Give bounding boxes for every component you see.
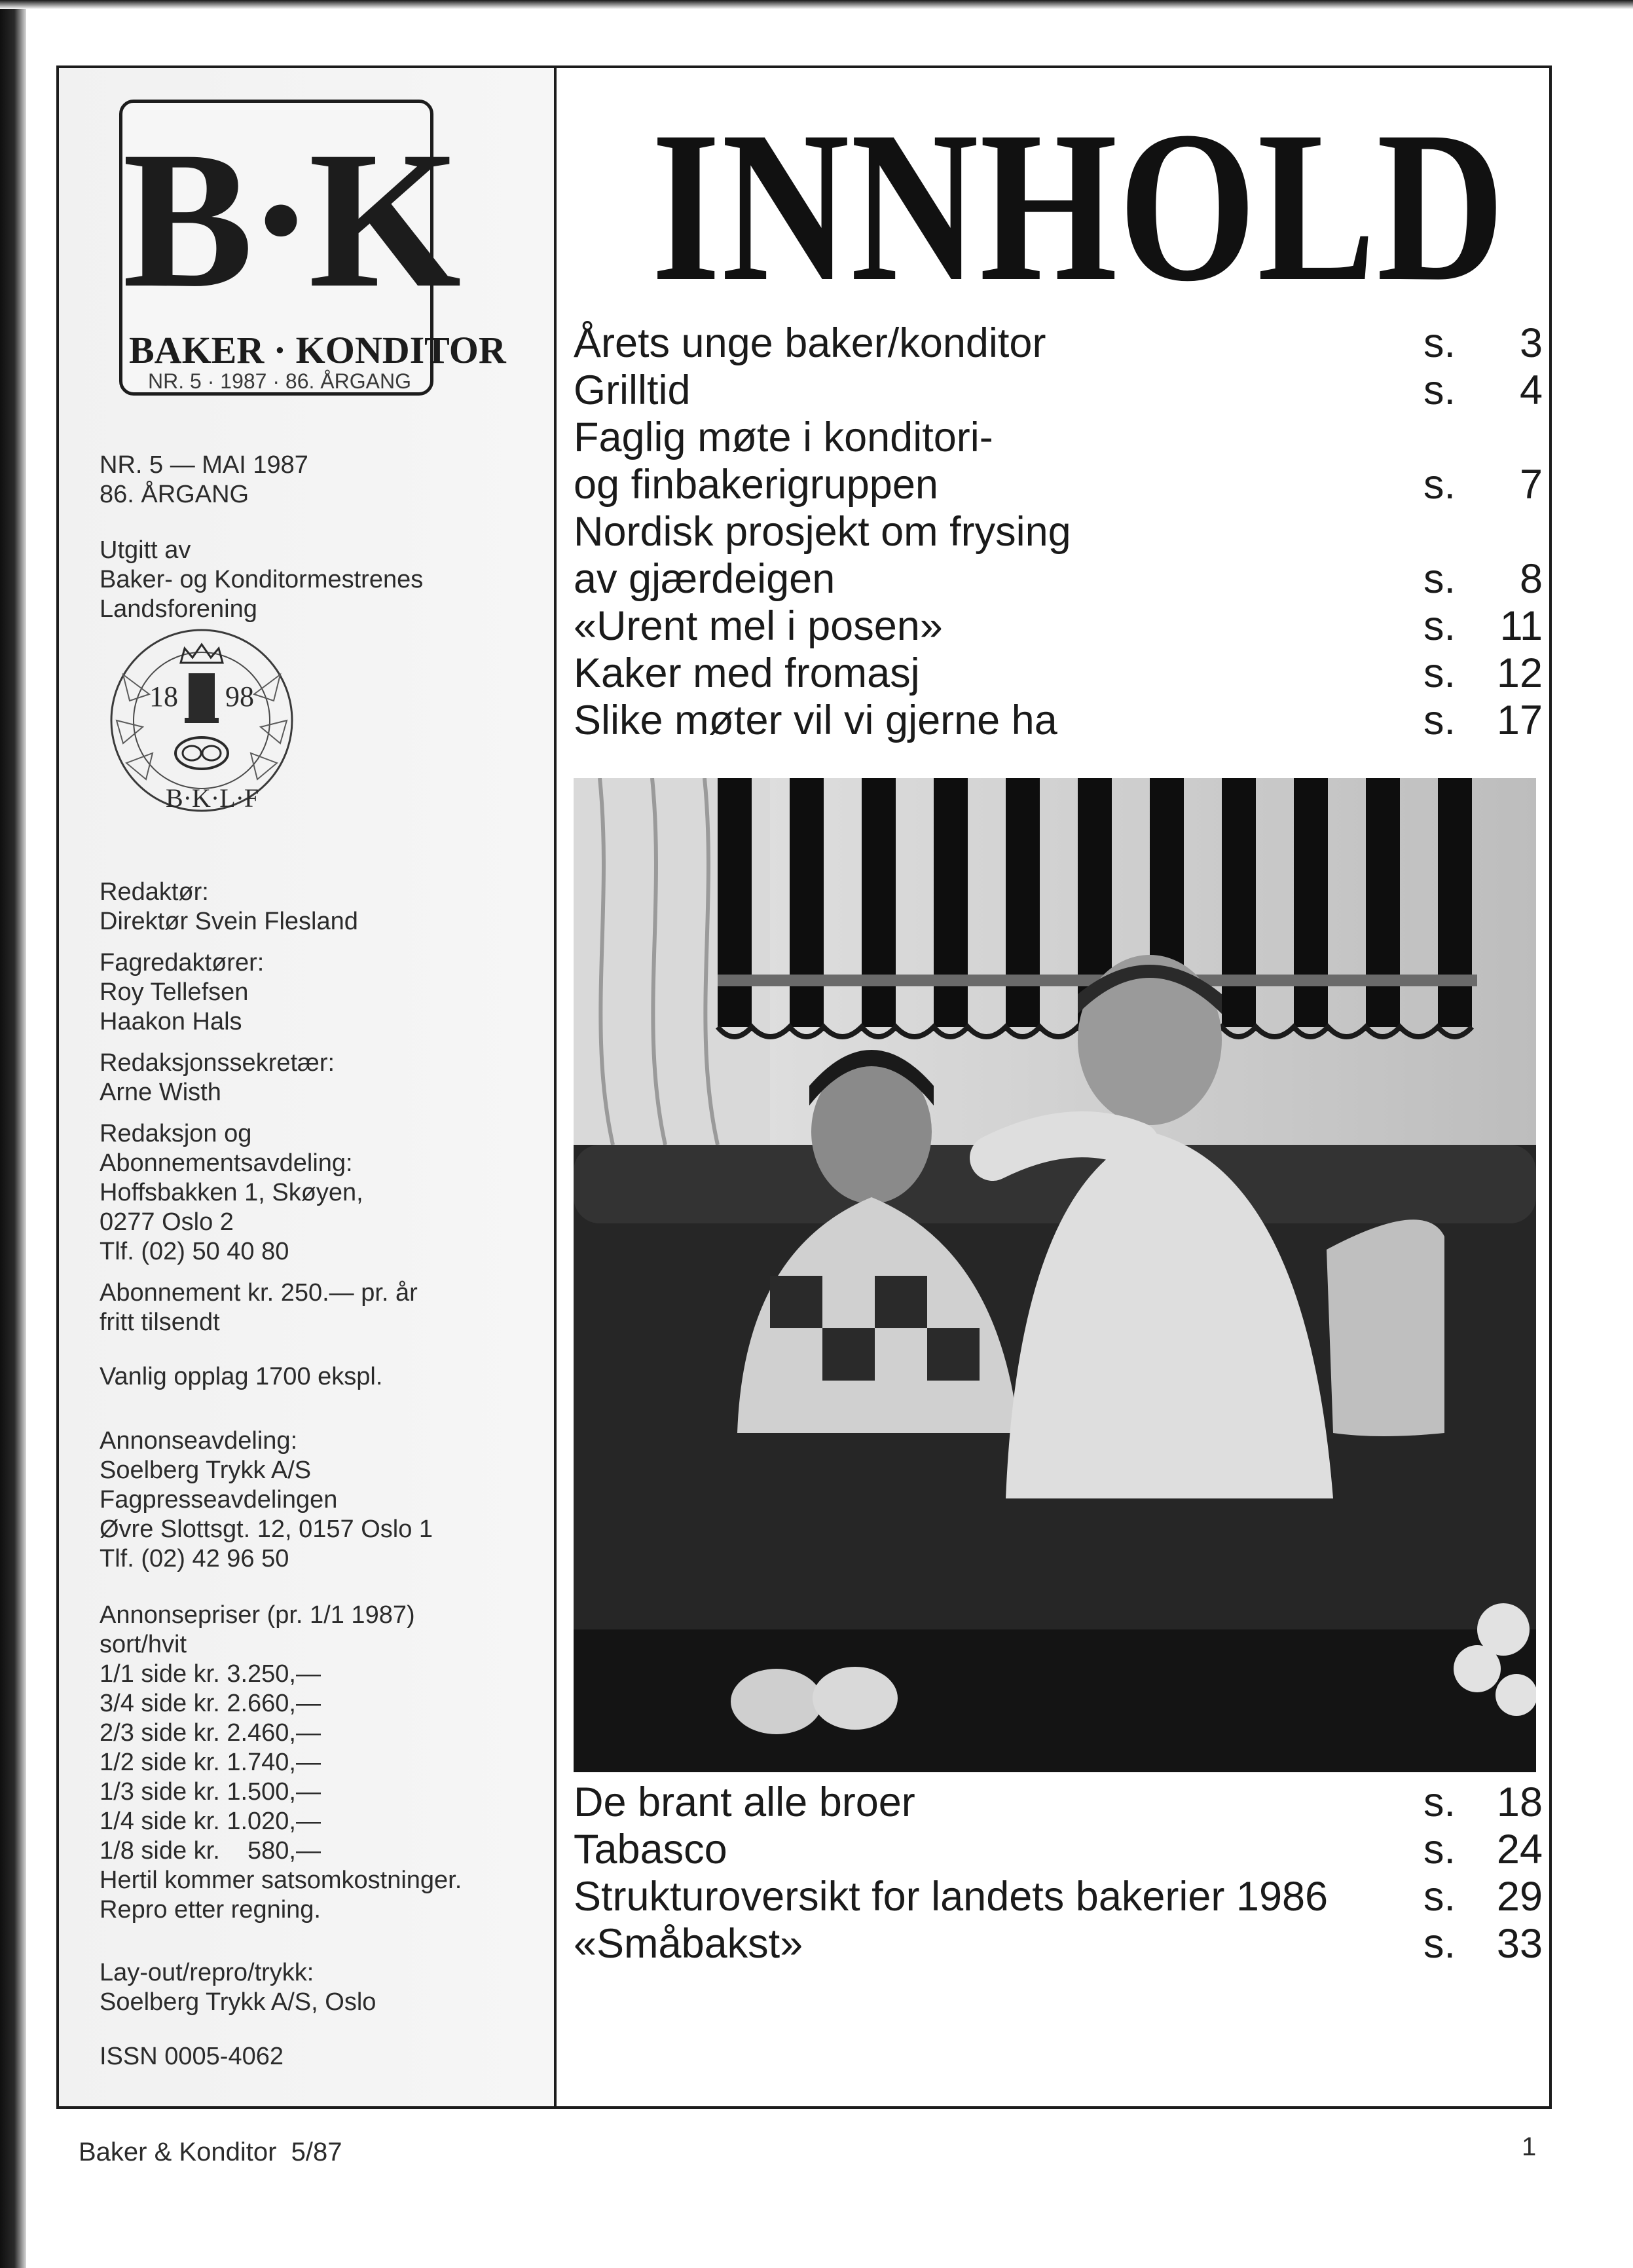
ad-department [100, 1426, 545, 1574]
price-line: Repro etter regning. [100, 1896, 321, 1924]
toc-title: Grilltid [574, 367, 691, 413]
toc-title: Faglig møte i konditori- [574, 415, 993, 460]
toc-page-prefix: s. [1423, 697, 1456, 743]
publisher-line: Utgitt av [100, 536, 191, 564]
toc-page-prefix: s. [1423, 1827, 1456, 1872]
publisher-line: Landsforening [100, 595, 257, 623]
column-divider [554, 65, 557, 2109]
toc-title: «Urent mel i posen» [574, 603, 943, 649]
toc-entry[interactable] [574, 555, 1543, 603]
staff-name: Tlf. (02) 50 40 80 [100, 1238, 289, 1265]
emblem-year-left: 18 [149, 680, 178, 713]
emblem-abbreviation: B·K·L·F [166, 783, 259, 813]
circulation-line: Vanlig opplag 1700 ekspl. [100, 1363, 383, 1390]
toc-page-number: 12 [1496, 650, 1543, 696]
toc-entry[interactable] [574, 367, 1543, 414]
toc-page-number: 18 [1496, 1779, 1543, 1825]
toc-page-number: 33 [1496, 1921, 1543, 1967]
price-line: 3/4 side kr. 2.660,— [100, 1690, 321, 1717]
toc-entry[interactable] [574, 650, 1543, 697]
toc-entry[interactable] [574, 1779, 1543, 1826]
production-line: Soelberg Trykk A/S, Oslo [100, 1988, 376, 2016]
magazine-logo [119, 100, 506, 396]
cover-photo [574, 778, 1536, 1772]
staff-name: Arne Wisth [100, 1079, 221, 1106]
circulation [100, 1362, 545, 1392]
toc-page-number: 29 [1496, 1874, 1543, 1920]
toc-page-prefix: s. [1423, 462, 1456, 508]
staff-name: 0277 Oslo 2 [100, 1208, 234, 1236]
issn-line: ISSN 0005-4062 [100, 2043, 284, 2070]
editorial-staff [100, 878, 545, 1337]
toc-page-prefix: s. [1423, 1874, 1456, 1920]
toc-entry[interactable] [574, 603, 1543, 650]
table-of-contents-bottom [574, 1779, 1543, 1967]
staff-name: Abonnementsavdeling: [100, 1149, 353, 1177]
toc-page-prefix: s. [1423, 1921, 1456, 1967]
price-line: 1/1 side kr. 3.250,— [100, 1660, 321, 1688]
price-line: sort/hvit [100, 1631, 187, 1658]
toc-page-prefix: s. [1423, 556, 1456, 602]
toc-page-number: 17 [1496, 697, 1543, 743]
price-line: Annonsepriser (pr. 1/1 1987) [100, 1601, 415, 1629]
toc-entry[interactable] [574, 1873, 1543, 1920]
toc-page-number: 11 [1499, 603, 1543, 649]
page-title: INNHOLD [651, 87, 1506, 326]
table-of-contents-top [574, 320, 1543, 744]
toc-title: Kaker med fromasj [574, 650, 920, 696]
staff-label: Fagredaktører: [100, 949, 265, 976]
toc-title: av gjærdeigen [574, 556, 835, 602]
toc-entry[interactable] [574, 1826, 1543, 1873]
staff-name: Hoffsbakken 1, Skøyen, [100, 1179, 363, 1206]
logo-name: BAKER · KONDITOR [129, 329, 506, 371]
subscription-line: Abonnement kr. 250.— pr. år [100, 1279, 418, 1307]
staff-label: Redaksjon og [100, 1120, 252, 1147]
subscription-line: fritt tilsendt [100, 1309, 220, 1336]
toc-title: Årets unge baker/konditor [574, 320, 1046, 366]
price-line: 1/2 side kr. 1.740,— [100, 1749, 321, 1776]
toc-page-prefix: s. [1423, 1779, 1456, 1825]
production-line: Lay-out/repro/trykk: [100, 1959, 314, 1986]
price-line: 1/3 side kr. 1.500,— [100, 1778, 321, 1806]
toc-page-prefix: s. [1423, 603, 1456, 649]
ad-line: Fagpresseavdelingen [100, 1486, 338, 1514]
price-line: 2/3 side kr. 2.460,— [100, 1719, 321, 1747]
toc-title: De brant alle broer [574, 1779, 915, 1825]
issn [100, 2042, 545, 2072]
publisher-line: Baker- og Konditormestrenes [100, 566, 424, 593]
staff-name: Haakon Hals [100, 1008, 242, 1035]
issue-line: NR. 5 — MAI 1987 [100, 451, 308, 479]
toc-title: Nordisk prosjekt om frysing [574, 509, 1071, 555]
toc-page-number: 24 [1496, 1827, 1543, 1872]
logo-issue: NR. 5 · 1987 · 86. ÅRGANG [148, 369, 411, 393]
staff-name: Roy Tellefsen [100, 978, 249, 1006]
toc-entry[interactable] [574, 461, 1543, 508]
production-info [100, 1958, 545, 2017]
toc-page-number: 7 [1519, 462, 1543, 508]
issue-line: 86. ÅRGANG [100, 481, 249, 508]
publication-footer: Baker & Konditor 5/87 [79, 2138, 342, 2166]
ad-prices [100, 1601, 545, 1925]
toc-entry[interactable] [574, 414, 1543, 461]
toc-entry[interactable] [574, 320, 1543, 367]
toc-title: Tabasco [574, 1827, 727, 1872]
toc-page-prefix: s. [1423, 367, 1456, 413]
staff-label: Redaktør: [100, 878, 209, 906]
price-line: 1/4 side kr. 1.020,— [100, 1808, 321, 1835]
ad-line: Tlf. (02) 42 96 50 [100, 1545, 289, 1572]
ad-line: Soelberg Trykk A/S [100, 1457, 312, 1484]
price-line: Hertil kommer satsomkostninger. [100, 1867, 462, 1894]
toc-title: «Småbakst» [574, 1921, 803, 1967]
toc-page-prefix: s. [1423, 650, 1456, 696]
toc-page-number: 8 [1519, 556, 1543, 602]
toc-title: og finbakerigruppen [574, 462, 938, 508]
issue-info [100, 451, 545, 510]
scan-edge [0, 0, 26, 2268]
ad-line: Annonseavdeling: [100, 1427, 298, 1455]
couple-on-sofa-photo-icon [574, 778, 1536, 1772]
staff-label: Redaksjonssekretær: [100, 1049, 335, 1077]
logo-letters: B·K [122, 111, 456, 328]
toc-page-number: 3 [1519, 320, 1543, 366]
toc-page-number: 4 [1519, 367, 1543, 413]
association-emblem-icon [97, 622, 306, 845]
scan-top-edge [0, 0, 1633, 9]
publisher-info [100, 536, 545, 624]
ad-line: Øvre Slottsgt. 12, 0157 Oslo 1 [100, 1515, 433, 1543]
toc-page-prefix: s. [1423, 320, 1456, 366]
emblem-year-right: 98 [225, 680, 254, 713]
price-line: 1/8 side kr. 580,— [100, 1837, 321, 1865]
toc-entry[interactable] [574, 1920, 1543, 1967]
toc-title: Strukturoversikt for landets bakerier 1986 [574, 1874, 1329, 1920]
staff-name: Direktør Svein Flesland [100, 908, 358, 935]
toc-entry[interactable] [574, 697, 1543, 744]
page-number: 1 [1522, 2132, 1537, 2161]
toc-title: Slike møter vil vi gjerne ha [574, 697, 1057, 743]
toc-entry[interactable] [574, 508, 1543, 555]
